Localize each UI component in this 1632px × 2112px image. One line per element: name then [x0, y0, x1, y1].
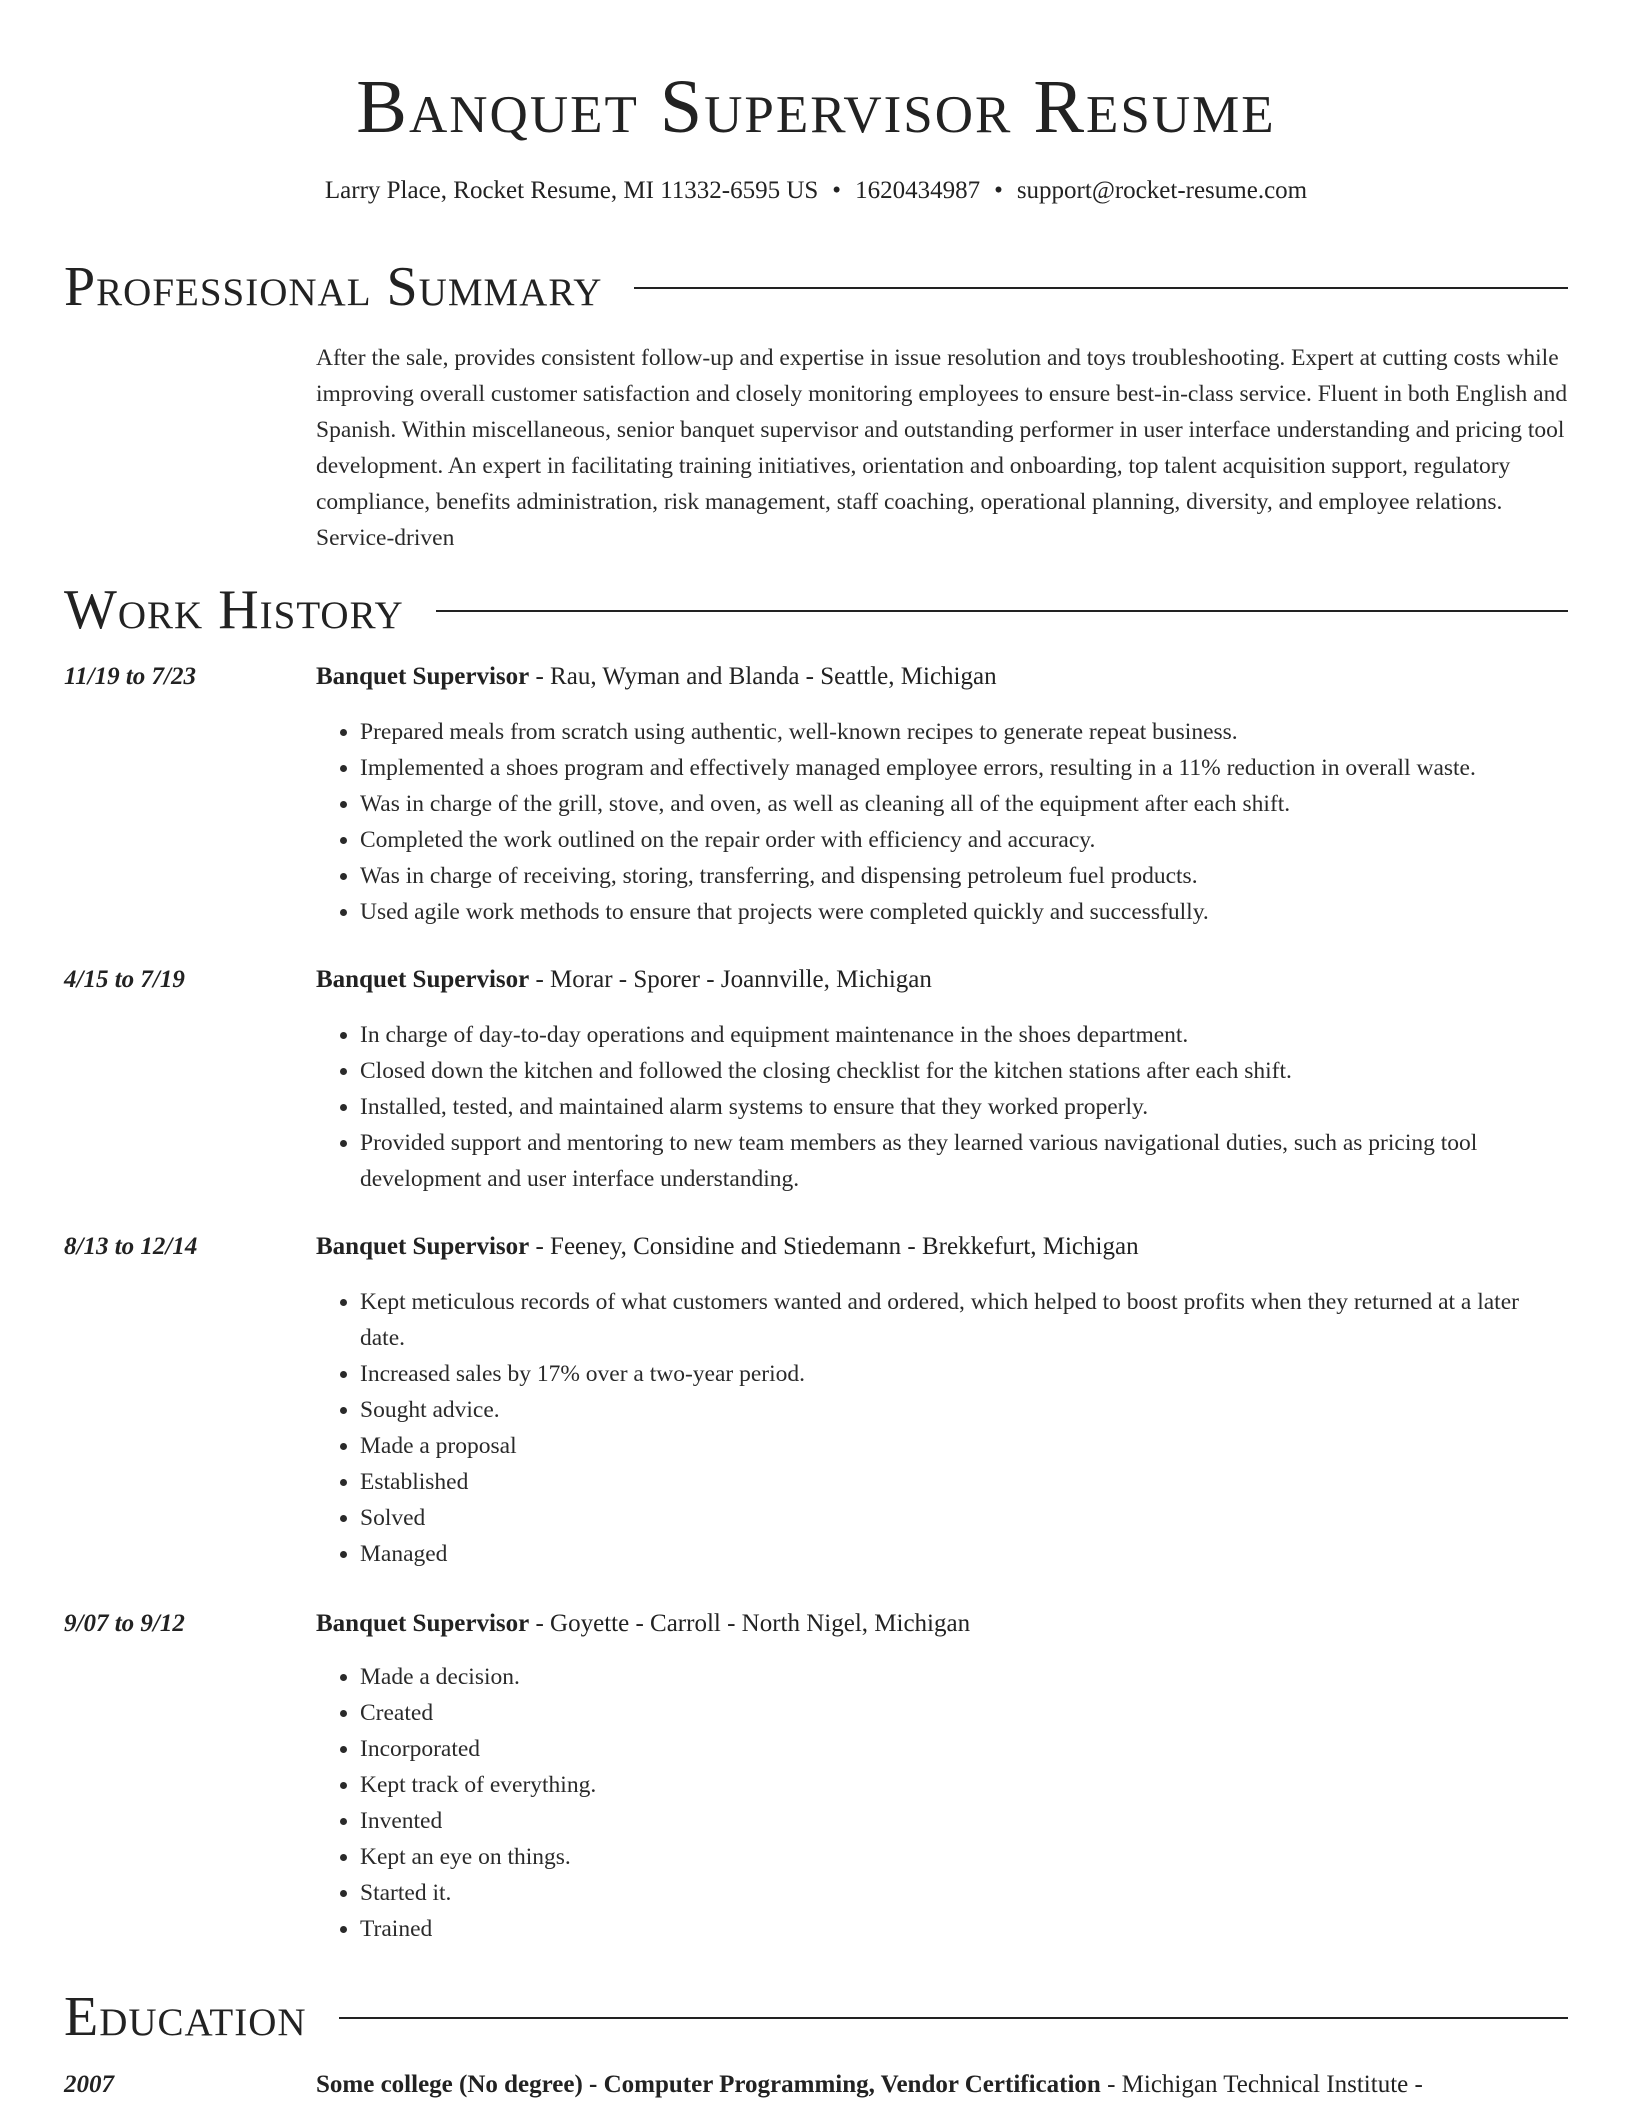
job-bullet: • Used agile work methods to ensure that projects were completed quickly and successfully.: [360, 894, 1568, 930]
job-bullet: • Incorporated: [360, 1731, 1568, 1767]
summary-heading-label: Professional Summary: [64, 256, 603, 318]
section-divider: [634, 287, 1568, 289]
job-details: - Rau, Wyman and Blanda - Seattle, Michigan: [529, 663, 997, 690]
job-title-line: [316, 1607, 970, 1641]
job-bullet: • Started it.: [360, 1875, 1568, 1911]
job-dates: 9/07 to 9/12: [64, 1610, 185, 1637]
summary-section-heading: [64, 252, 1568, 322]
job-bullet: • Implemented a shoes program and effectively managed employee errors, resulting in a 11% reduction in overall waste.: [360, 750, 1568, 786]
education-school: - Michigan Technical Institute -: [1100, 2071, 1423, 2098]
job-bullet-list: [316, 1017, 1568, 1197]
section-divider: [436, 610, 1568, 612]
resume-title: Banquet Supervisor Resume: [356, 65, 1276, 149]
job-dates: 8/13 to 12/14: [64, 1233, 198, 1260]
job-dates: 11/19 to 7/23: [64, 663, 196, 690]
job-bullet: • Invented: [360, 1803, 1568, 1839]
work-history-heading-label: Work History: [64, 579, 404, 641]
job-bullet-list: [316, 714, 1568, 930]
job-bullet: • Kept an eye on things.: [360, 1839, 1568, 1875]
job-bullet: • Created: [360, 1695, 1568, 1731]
job-bullet: • Trained: [360, 1911, 1568, 1947]
job-bullet: • Completed the work outlined on the repair order with efficiency and accuracy.: [360, 822, 1568, 858]
work-history-section-heading: [64, 575, 1568, 645]
education-section-heading: [64, 1982, 1568, 2052]
job-bullet: • Made a proposal: [360, 1428, 1568, 1464]
job-title: Banquet Supervisor: [316, 966, 530, 993]
job-bullet: • Was in charge of the grill, stove, and oven, as well as cleaning all of the equipment after each shift.: [360, 786, 1568, 822]
education-year: 2007: [64, 2071, 114, 2098]
contact-line: [0, 174, 1632, 208]
job-bullet: • Provided support and mentoring to new team members as they learned various navigational duties, such as pricing tool development and user interface understanding.: [360, 1125, 1568, 1197]
job-title-line: [316, 963, 932, 997]
job-details: - Morar - Sporer - Joannville, Michigan: [529, 966, 932, 993]
contact-separator: •: [832, 177, 842, 204]
job-title: Banquet Supervisor: [316, 663, 530, 690]
job-bullet: • Sought advice.: [360, 1392, 1568, 1428]
job-bullet: • Made a decision.: [360, 1659, 1568, 1695]
summary-text: After the sale, provides consistent follow-up and expertise in issue resolution and toys troubleshooting. Expert at cutting costs while improving overall customer satisfaction and closely monitoring employees to ensure best-in-class service. Fluent in both English and Spanish. Within miscellaneous, senior banquet supervisor and outstanding performer in user interface understanding and pricing tool development. An expert in facilitating training initiatives, orientation and onboarding, top talent acquisition support, regulatory compliance, benefits administration, risk management, staff coaching, operational planning, diversity, and employee relations. Service-driven: [316, 345, 1568, 551]
job-title-line: [316, 660, 997, 694]
job-bullet-list: [316, 1659, 1568, 1947]
education-line: [316, 2068, 1423, 2102]
contact-separator: •: [994, 177, 1003, 204]
job-bullet: • Established: [360, 1464, 1568, 1500]
job-bullet: • Kept track of everything.: [360, 1767, 1568, 1803]
job-bullet: • Increased sales by 17% over a two-year period.: [360, 1356, 1568, 1392]
job-bullet: • Prepared meals from scratch using authentic, well-known recipes to generate repeat business.: [360, 714, 1568, 750]
education-degree: Some college (No degree) - Computer Programming, Vendor Certification: [316, 2071, 1101, 2098]
job-dates: 4/15 to 7/19: [64, 966, 185, 993]
job-bullet: • Solved: [360, 1500, 1568, 1536]
job-bullet: • Installed, tested, and maintained alarm systems to ensure that they worked properly.: [360, 1089, 1568, 1125]
section-divider: [339, 2017, 1568, 2019]
education-heading-label: Education: [64, 1986, 307, 2048]
contact-address: Larry Place, Rocket Resume, MI 11332-6595 US: [324, 177, 819, 204]
job-bullet: • Managed: [360, 1536, 1568, 1572]
job-details: - Goyette - Carroll - North Nigel, Michigan: [529, 1610, 971, 1637]
job-bullet: • Closed down the kitchen and followed the closing checklist for the kitchen stations after each shift.: [360, 1053, 1568, 1089]
contact-phone: 1620434987: [855, 177, 981, 204]
contact-email[interactable]: support@rocket-resume.com: [1016, 177, 1308, 204]
job-title-line: [316, 1230, 1139, 1264]
job-bullet: • In charge of day-to-day operations and equipment maintenance in the shoes department.: [360, 1017, 1568, 1053]
job-bullet: • Kept meticulous records of what customers wanted and ordered, which helped to boost profits when they returned at a later date.: [360, 1284, 1568, 1356]
job-title: Banquet Supervisor: [316, 1610, 530, 1637]
job-title: Banquet Supervisor: [316, 1233, 530, 1260]
job-bullet: • Was in charge of receiving, storing, transferring, and dispensing petroleum fuel products.: [360, 858, 1568, 894]
job-bullet-list: [316, 1284, 1568, 1572]
job-details: - Feeney, Considine and Stiedemann - Brekkefurt, Michigan: [529, 1233, 1139, 1260]
